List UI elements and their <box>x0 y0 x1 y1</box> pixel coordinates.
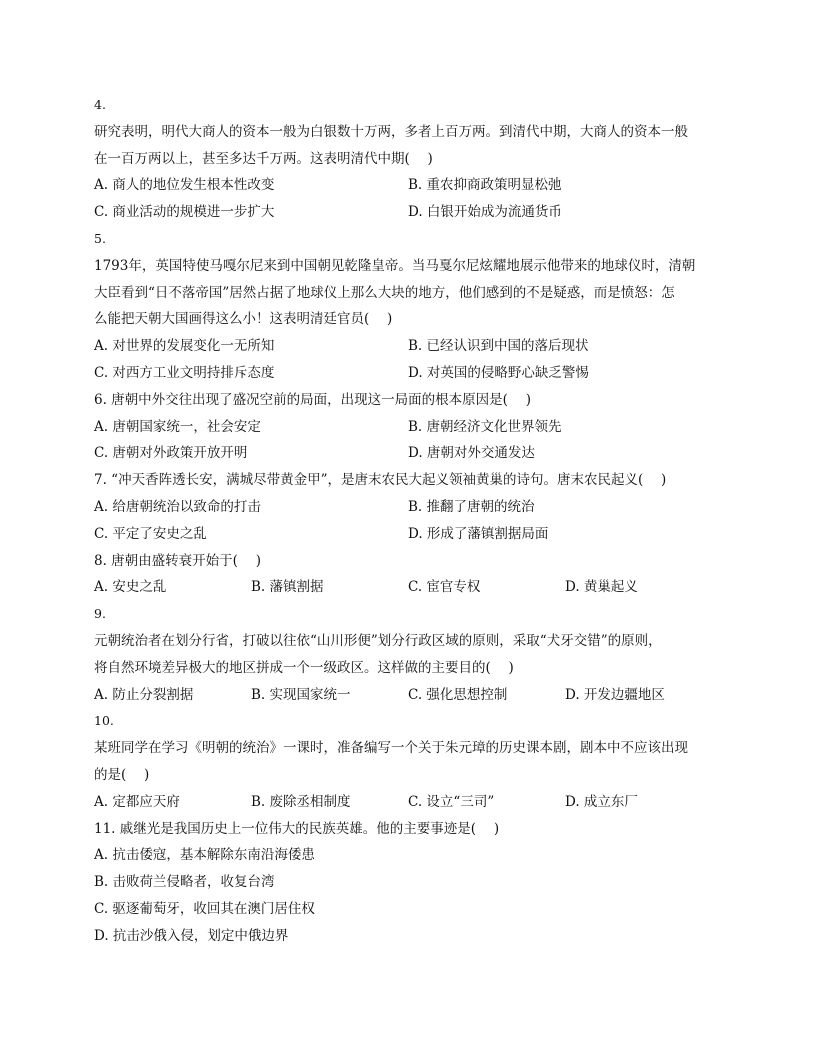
question-stem-line: 6. 唐朝中外交往出现了盛况空前的局面，出现这一局面的根本原因是( ) <box>94 391 531 408</box>
question-stem-line: 8. 唐朝由盛转衰开始于( ) <box>94 552 261 569</box>
option-a: A. 防止分裂割据 <box>94 686 194 703</box>
option-row <box>94 360 726 387</box>
option-row <box>94 172 726 199</box>
question-stem-line: 将自然环境差异极大的地区拼成一个一级政区。这样做的主要目的( ) <box>94 659 514 676</box>
question-stem-line: 大臣看到“日不落帝国”居然占据了地球仪上那么大块的地方，他们感到的不是疑惑，而是愤怒：怎 <box>94 284 675 301</box>
option-a: A. 对世界的发展变化一无所知 <box>94 338 275 355</box>
question-number: 4. <box>94 97 106 112</box>
question-stem-line: 元朝统治者在划分行省，打破以往依“山川形便”划分行政区域的原则，采取“犬牙交错”的原则， <box>94 632 662 649</box>
option-b: B. 重农抑商政策明显松弛 <box>408 177 562 194</box>
option-a: A. 定都应天府 <box>94 793 180 810</box>
question-number: 5. <box>94 230 106 246</box>
option-row <box>94 199 726 226</box>
option-row <box>94 414 726 441</box>
option-row <box>94 574 726 601</box>
option-d: D. 抗击沙俄入侵，划定中俄边界 <box>94 927 289 944</box>
option-c: C. 设立“三司” <box>408 793 495 810</box>
option-b: B. 推翻了唐朝的统治 <box>408 498 535 515</box>
option-d: D. 成立东厂 <box>565 793 638 810</box>
option-row <box>94 682 726 709</box>
question-number: 9. <box>94 606 106 622</box>
option-c: C. 商业活动的规模进一步扩大 <box>94 204 275 221</box>
option-c: C. 强化思想控制 <box>408 686 508 703</box>
option-b: B. 击败荷兰侵略者，收复台湾 <box>94 874 275 891</box>
option-c: C. 对西方工业文明持排斥态度 <box>94 364 275 381</box>
question-stem-line: 11. 戚继光是我国历史上一位伟大的民族英雄。他的主要事迹是( ) <box>94 820 500 837</box>
option-b: B. 实现国家统一 <box>251 686 351 703</box>
option-a: A. 抗击倭寇，基本解除东南沿海倭患 <box>94 847 315 864</box>
option-row <box>94 494 726 521</box>
option-a: A. 商人的地位发生根本性改变 <box>94 177 275 194</box>
question-number: 10. <box>94 713 114 729</box>
option-d: D. 白银开始成为流通货币 <box>408 204 562 221</box>
option-row <box>94 521 726 548</box>
question-stem-line: 研究表明，明代大商人的资本一般为白银数十万两，多者上百万两。到清代中期，大商人的资本一般 <box>94 123 688 140</box>
option-c: C. 宦官专权 <box>408 579 481 596</box>
question-stem-line: 的是( ) <box>94 766 150 783</box>
option-d: D. 开发边疆地区 <box>565 686 665 703</box>
option-row <box>94 789 726 816</box>
option-d: D. 唐朝对外交通发达 <box>408 445 535 462</box>
option-d: D. 黄巢起义 <box>565 579 638 596</box>
option-a: A. 给唐朝统治以致命的打击 <box>94 498 261 515</box>
option-d: D. 形成了藩镇割据局面 <box>408 525 549 542</box>
option-c: C. 唐朝对外政策开放开明 <box>94 445 248 462</box>
exam-page <box>94 92 726 950</box>
option-b: B. 已经认识到中国的落后现状 <box>408 338 589 355</box>
question-stem-line: 7. “冲天香阵透长安，满城尽带黄金甲”，是唐末农民大起义领袖黄巢的诗句。唐末农民起义( ) <box>94 472 667 489</box>
question-stem-line: 在一百万两以上，甚至多达千万两。这表明清代中期( ) <box>94 150 433 167</box>
option-b: B. 废除丞相制度 <box>251 793 351 810</box>
option-c: C. 驱逐葡萄牙，收回其在澳门居住权 <box>94 900 315 917</box>
option-row <box>94 440 726 467</box>
question-stem-line: 么能把天朝大国画得这么小！这表明清廷官员( ) <box>94 311 393 328</box>
question-stem-line: 1793年，英国特使马嘎尔尼来到中国朝见乾隆皇帝。当马戛尔尼炫耀地展示他带来的地球仪时，清朝 <box>94 257 696 274</box>
option-b: B. 藩镇割据 <box>251 579 324 596</box>
option-b: B. 唐朝经济文化世界领先 <box>408 418 562 435</box>
option-a: A. 安史之乱 <box>94 579 167 596</box>
option-d: D. 对英国的侵略野心缺乏警惕 <box>408 364 589 381</box>
option-c: C. 平定了安史之乱 <box>94 525 207 542</box>
option-row <box>94 333 726 360</box>
option-a: A. 唐朝国家统一，社会安定 <box>94 418 261 435</box>
question-stem-line: 某班同学在学习《明朝的统治》一课时，准备编写一个关于朱元璋的历史课本剧，剧本中不应该出现 <box>94 740 688 757</box>
